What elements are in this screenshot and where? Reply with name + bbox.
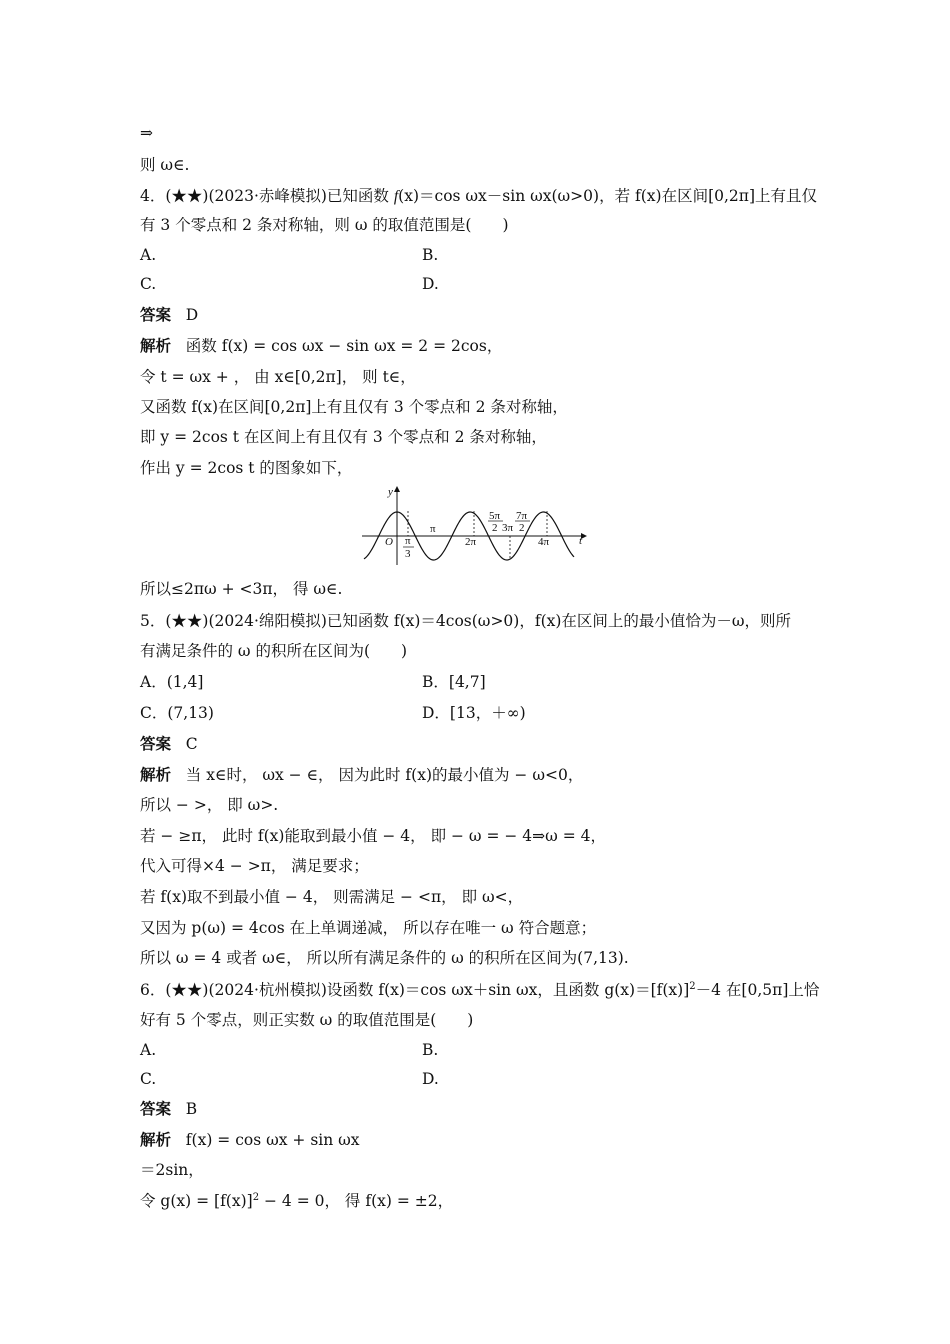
label-3pi: 3π [502,522,514,534]
label-5pi2-den: 2 [492,522,498,534]
q6-stem-part-a: 6．(★★)(2024·杭州模拟)设函数 f(x)＝cos ωx＋sin ωx，且函数 g(x)＝[f(x)] [140,981,690,999]
q5-solution-line3: 若 − ≥π， 此时 f(x)能取到最小值 − 4， 即 − ω = − 4⇒ω = 4， [140,827,606,845]
q4-option-a: A. [140,246,157,264]
q4-solution-line6: 所以≤2πω + <3π， 得 ω∈. [140,580,343,598]
label-5pi2-num: 5π [489,510,501,522]
q5-answer-value: C [185,735,198,753]
q5-solution-text1: 当 x∈时， ωx − ∈， 因为此时 f(x)的最小值为 − ω<0， [185,766,584,784]
q4-solution-text1: 函数 f(x) = cos ωx − sin ωx = 2 = 2cos， [185,337,503,355]
q6-option-c: C. [140,1070,157,1088]
answer-label: 答案 [140,1099,172,1118]
q4-stem-part-b: (x)＝cos ωx－sin ωx(ω>0)，若 f(x)在区间[0,2π]上有且仅 [398,187,817,205]
q5-option-d: D．[13，＋∞) [422,704,526,722]
q6-stem-line1 [140,979,820,1001]
solution-label: 解析 [140,1130,172,1149]
q4-solution-line2: 令 t = ωx + ， 由 x∈[0,2π]， 则 t∈， [140,368,416,386]
q4-option-b: B. [422,246,439,264]
q5-option-a: A．(1,4] [140,673,204,691]
solution-label: 解析 [140,765,172,784]
q5-option-b: B．[4,7] [422,673,486,691]
q4-stem-line2: 有 3 个零点和 2 条对称轴，则 ω 的取值范围是( ) [140,216,509,234]
q5-solution-line5: 若 f(x)取不到最小值 − 4， 则需满足 − <π， 即 ω<， [140,888,524,906]
q5-answer [140,733,820,755]
q6-option-b: B. [422,1041,439,1059]
q4-solution-line5: 作出 y = 2cos t 的图象如下， [140,459,353,477]
q6-stem-part-b: －4 在[0,5π]上恰 [695,981,820,999]
origin-label: O [385,536,393,548]
q4-stem-f: f [393,188,399,205]
label-4pi: 4π [538,536,550,548]
q4-option-c: C. [140,275,157,293]
q6-option-a: A. [140,1041,157,1059]
answer-label: 答案 [140,734,172,753]
answer-label: 答案 [140,305,172,324]
q6-solution-part-a: 令 g(x) = [f(x)] [140,1192,253,1210]
q6-solution-part-b: − 4 = 0， 得 f(x) = ±2， [259,1192,454,1210]
label-pi3-num: π [405,535,411,547]
q4-solution-line1 [140,335,820,357]
label-7pi2-num: 7π [516,510,528,522]
q4-stem-part-a: 4．(★★)(2023·赤峰模拟)已知函数 [140,187,394,205]
q5-option-c: C．(7,13) [140,704,214,722]
q6-stem-line2: 好有 5 个零点，则正实数 ω 的取值范围是( ) [140,1011,474,1029]
label-pi: π [430,523,436,535]
y-axis-label: y [388,486,393,498]
q4-option-d: D. [422,275,439,293]
q6-solution-text1: f(x) = cos ωx + sin ωx [185,1131,360,1149]
omega-range-line: 则 ω∈. [140,156,190,174]
implies-symbol: ⇒ [140,124,153,142]
q5-stem-line1: 5．(★★)(2024·绵阳模拟)已知函数 f(x)＝4cos(ω>0)，f(x)在区间上的最小值恰为－ω，则所 [140,612,792,630]
label-7pi2-den: 2 [519,522,525,534]
q5-solution-line1 [140,764,820,786]
cosine-graph [360,483,590,567]
q5-solution-line2: 所以 − >， 即 ω>. [140,796,279,814]
q6-option-d: D. [422,1070,439,1088]
solution-label: 解析 [140,336,172,355]
q6-solution-line3 [140,1190,820,1212]
q5-solution-line4: 代入可得×4 − >π， 满足要求； [140,857,369,875]
q4-stem-line1 [140,185,820,208]
q6-solution-line2: ＝2sin， [140,1161,204,1179]
q4-answer-value: D [185,306,199,324]
label-pi3-den: 3 [405,548,411,560]
q6-stem-sup: 2 [689,980,696,992]
t-axis-label: t [579,535,583,547]
q5-solution-line7: 所以 ω = 4 或者 ω∈， 所以所有满足条件的 ω 的积所在区间为(7,13). [140,949,629,967]
q6-solution-sup: 2 [252,1191,260,1203]
q4-solution-line4: 即 y = 2cos t 在区间上有且仅有 3 个零点和 2 条对称轴， [140,428,547,446]
q6-solution-line1 [140,1129,820,1151]
q5-stem-line2: 有满足条件的 ω 的积所在区间为( ) [140,642,408,660]
q5-solution-line6: 又因为 p(ω) = 4cos 在上单调递减， 所以存在唯一 ω 符合题意； [140,919,597,937]
q4-answer [140,304,820,326]
label-2pi: 2π [465,536,477,548]
q6-answer-value: B [185,1100,198,1118]
q4-solution-line3: 又函数 f(x)在区间[0,2π]上有且仅有 3 个零点和 2 条对称轴， [140,398,568,416]
q6-answer [140,1098,820,1120]
